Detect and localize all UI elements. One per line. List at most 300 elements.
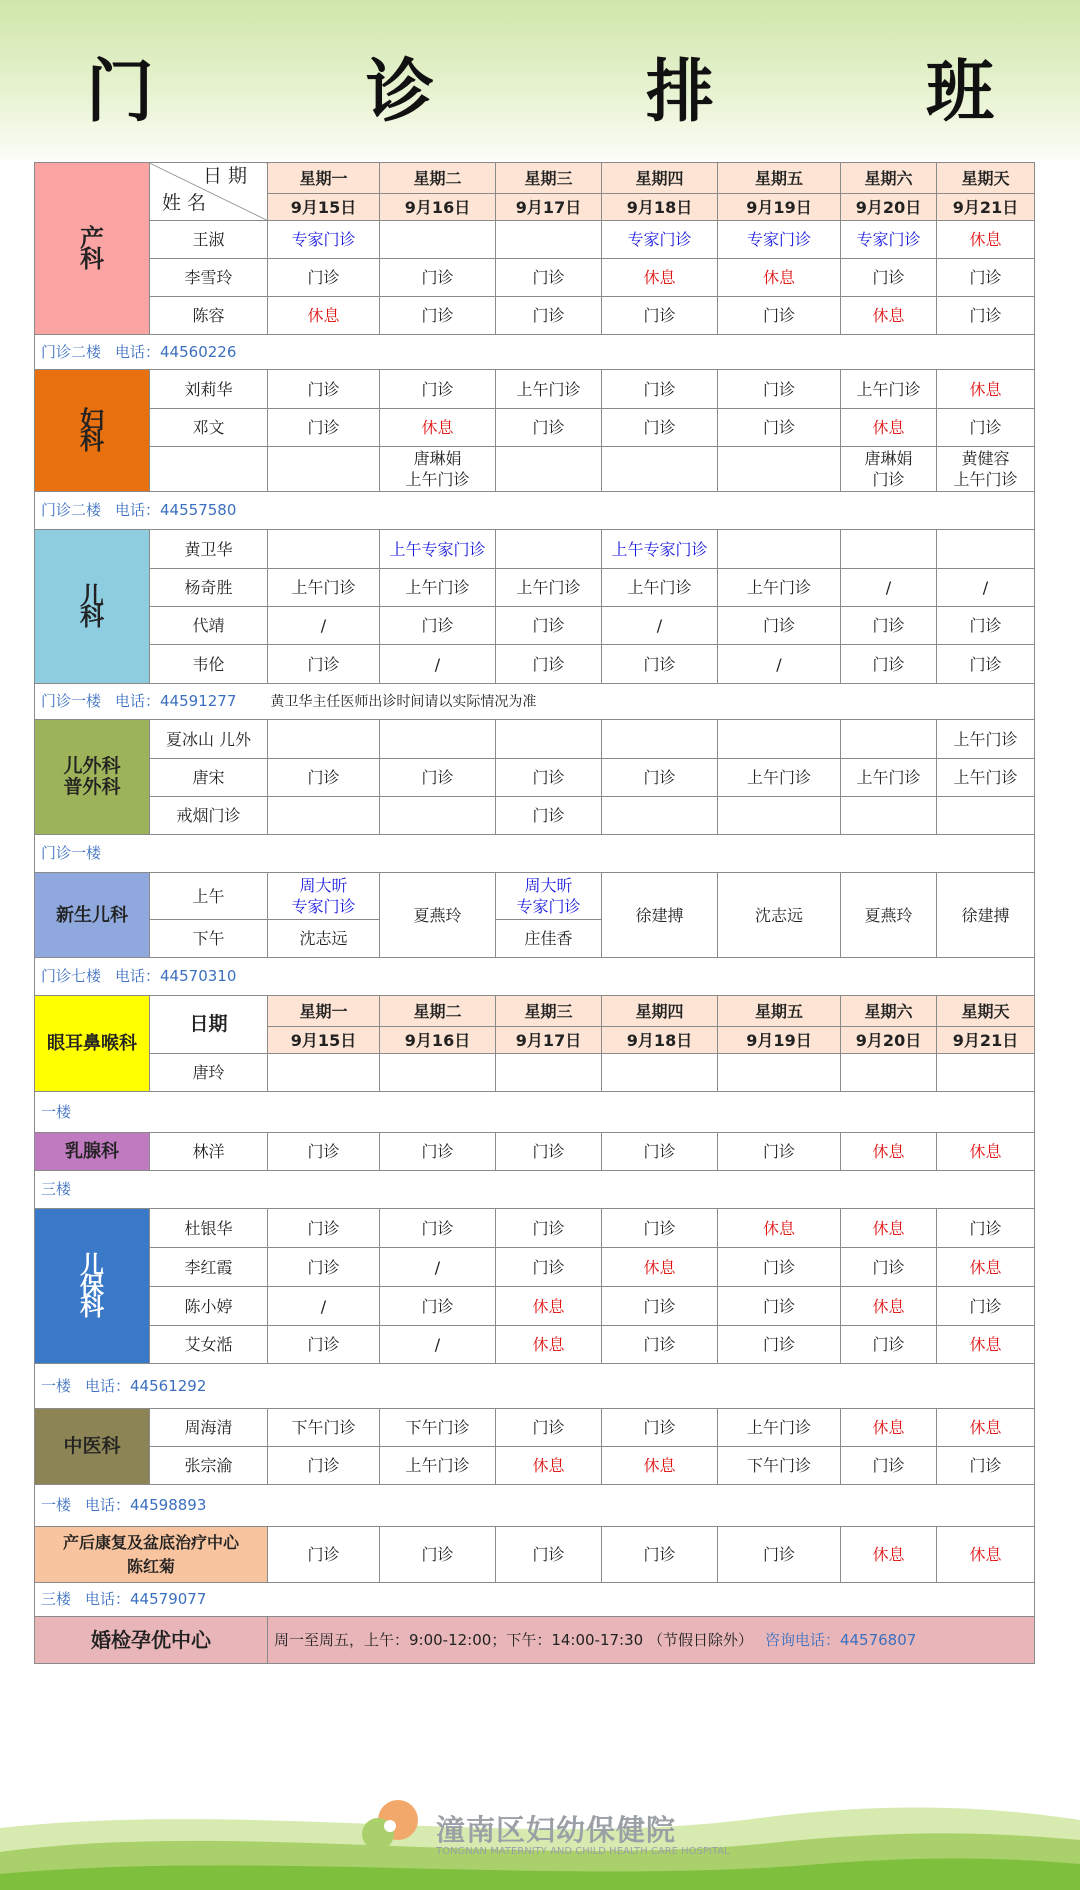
pm-label: 下午 — [150, 920, 268, 958]
schedule-cell: 庄佳香 — [496, 920, 602, 958]
schedule-cell: 上午门诊 — [937, 720, 1035, 759]
table-row — [35, 797, 1035, 835]
table-row — [35, 607, 1035, 645]
doctor-name: 林洋 — [150, 1133, 268, 1171]
department-label: 中医科 — [35, 1409, 150, 1485]
schedule-cell: 门诊 — [268, 1447, 380, 1485]
dept-info — [35, 1583, 1035, 1617]
schedule-cell: 上午门诊 — [841, 370, 937, 409]
schedule-cell: / — [937, 569, 1035, 607]
schedule-cell: 门诊 — [268, 370, 380, 409]
schedule-cell: 门诊 — [602, 409, 718, 447]
dept-info — [35, 492, 1035, 530]
schedule-cell: 沈志远 — [718, 873, 841, 958]
table-row — [35, 335, 1035, 370]
schedule-cell: 休息 — [937, 1248, 1035, 1287]
schedule-cell — [841, 797, 937, 835]
table-row — [35, 370, 1035, 409]
schedule-cell: 休息 — [496, 1287, 602, 1326]
schedule-cell: 门诊 — [937, 607, 1035, 645]
schedule-cell: 唐琳娟 上午门诊 — [380, 447, 496, 492]
schedule-cell: 上午门诊 — [380, 569, 496, 607]
schedule-cell: 上午专家门诊 — [380, 530, 496, 569]
schedule-cell — [496, 447, 602, 492]
schedule-cell: 休息 — [841, 1287, 937, 1326]
schedule-cell: / — [268, 1287, 380, 1326]
schedule-cell: 上午门诊 — [841, 759, 937, 797]
phone-text: 电话：44570310 — [115, 967, 237, 985]
doctor-name: 夏冰山 儿外 — [150, 720, 268, 759]
schedule-cell: 夏燕玲 — [380, 873, 496, 958]
schedule-cell: 休息 — [937, 221, 1035, 259]
schedule-cell: 门诊 — [496, 1248, 602, 1287]
schedule-cell: 门诊 — [937, 645, 1035, 684]
schedule-cell: 上午专家门诊 — [602, 530, 718, 569]
schedule-cell: 门诊 — [841, 645, 937, 684]
schedule-cell: 上午门诊 — [718, 1409, 841, 1447]
schedule-cell: 门诊 — [268, 759, 380, 797]
table-row — [35, 221, 1035, 259]
table-row — [35, 409, 1035, 447]
schedule-cell — [496, 530, 602, 569]
table-row — [35, 1583, 1035, 1617]
table-row — [35, 835, 1035, 873]
weekday-header: 星期六 — [841, 996, 937, 1027]
schedule-cell — [718, 530, 841, 569]
schedule-cell: 专家门诊 — [268, 221, 380, 259]
schedule-cell — [496, 720, 602, 759]
department-label: 新生儿科 — [35, 873, 150, 958]
schedule-cell: / — [380, 645, 496, 684]
schedule-cell — [718, 1054, 841, 1092]
weekday-header: 星期三 — [496, 163, 602, 194]
date-header: 9月21日 — [937, 194, 1035, 221]
dept-info — [35, 1364, 1035, 1409]
doctor-name: 周海清 — [150, 1409, 268, 1447]
table-row — [35, 1326, 1035, 1364]
table-row — [35, 1617, 1035, 1664]
date-header: 9月15日 — [268, 1027, 380, 1054]
weekday-header: 星期六 — [841, 163, 937, 194]
schedule-cell: 休息 — [841, 1133, 937, 1171]
weekday-header: 星期三 — [496, 996, 602, 1027]
weekday-header: 星期二 — [380, 996, 496, 1027]
weekday-header: 星期天 — [937, 163, 1035, 194]
schedule-cell: 沈志远 — [268, 920, 380, 958]
schedule-cell: 门诊 — [937, 1209, 1035, 1248]
department-label: 儿 保 科 — [35, 1209, 150, 1364]
schedule-cell: 门诊 — [841, 1447, 937, 1485]
doctor-name: 黄卫华 — [150, 530, 268, 569]
location-text: 一楼 — [41, 1496, 72, 1514]
table-row — [35, 1171, 1035, 1209]
dept-info — [35, 1171, 1035, 1209]
schedule-cell: 休息 — [937, 1409, 1035, 1447]
schedule-cell: 门诊 — [380, 297, 496, 335]
schedule-cell: 门诊 — [841, 1326, 937, 1364]
location-text: 三楼 — [41, 1180, 72, 1198]
schedule-cell: 上午门诊 — [496, 569, 602, 607]
schedule-cell: 门诊 — [380, 759, 496, 797]
schedule-cell: 上午门诊 — [718, 569, 841, 607]
schedule-cell: 门诊 — [496, 797, 602, 835]
schedule-cell: 门诊 — [268, 1133, 380, 1171]
schedule-cell: 门诊 — [718, 297, 841, 335]
hospital-name: 潼南区妇幼保健院 — [436, 1813, 677, 1847]
table-row — [35, 720, 1035, 759]
schedule-cell — [268, 447, 380, 492]
schedule-cell — [937, 530, 1035, 569]
table-row — [35, 569, 1035, 607]
dept-info — [35, 1485, 1035, 1527]
schedule-cell — [841, 530, 937, 569]
schedule-cell: 门诊 — [496, 297, 602, 335]
table-row — [35, 759, 1035, 797]
phone-text: 电话：44591277 — [115, 691, 237, 710]
schedule-cell: 门诊 — [602, 1209, 718, 1248]
doctor-name: 韦伦 — [150, 645, 268, 684]
phone-text: 电话：44561292 — [85, 1376, 207, 1395]
schedule-cell: 夏燕玲 — [841, 873, 937, 958]
doctor-name: 戒烟门诊 — [150, 797, 268, 835]
location-text: 一楼 — [41, 1376, 72, 1395]
department-label: 乳腺科 — [35, 1133, 150, 1171]
schedule-cell: 门诊 — [602, 759, 718, 797]
schedule-cell: 上午门诊 — [937, 759, 1035, 797]
date-header: 9月17日 — [496, 194, 602, 221]
schedule-cell: 门诊 — [718, 409, 841, 447]
location-text: 门诊七楼 — [41, 967, 102, 985]
phone-text: 电话：44579077 — [85, 1590, 207, 1608]
date-label: 日 期 — [202, 165, 247, 187]
schedule-cell: 门诊 — [937, 1287, 1035, 1326]
doctor-name: 刘莉华 — [150, 370, 268, 409]
schedule-cell: 门诊 — [718, 607, 841, 645]
schedule-cell: 休息 — [841, 297, 937, 335]
schedule-cell: 门诊 — [268, 645, 380, 684]
doctor-name: 唐玲 — [150, 1054, 268, 1092]
doctor-name: 李红霞 — [150, 1248, 268, 1287]
schedule-cell: 休息 — [841, 409, 937, 447]
table-row — [35, 645, 1035, 684]
schedule-cell: 休息 — [602, 1447, 718, 1485]
table-row — [35, 1287, 1035, 1326]
schedule-cell: 下午门诊 — [718, 1447, 841, 1485]
schedule-cell — [268, 720, 380, 759]
table-row — [35, 447, 1035, 492]
doctor-name: 艾女湉 — [150, 1326, 268, 1364]
schedule-cell: 休息 — [602, 259, 718, 297]
schedule-cell: 黄健容 上午门诊 — [937, 447, 1035, 492]
dept-info — [35, 335, 1035, 370]
date-header: 9月16日 — [380, 194, 496, 221]
schedule-cell: 周大昕 专家门诊 — [268, 873, 380, 920]
schedule-cell: 门诊 — [602, 1409, 718, 1447]
weekday-header: 星期五 — [718, 163, 841, 194]
schedule-cell — [268, 797, 380, 835]
department-label: 妇 科 — [35, 370, 150, 492]
service-hours: 周一至周五，上午：9:00-12:00；下午：14:00-17:30 （节假日除外） — [274, 1630, 753, 1649]
schedule-cell — [937, 797, 1035, 835]
schedule-cell: 门诊 — [841, 607, 937, 645]
date-header: 9月15日 — [268, 194, 380, 221]
schedule-cell: 门诊 — [268, 1209, 380, 1248]
table-row — [35, 530, 1035, 569]
schedule-cell: 门诊 — [602, 297, 718, 335]
schedule-cell: 门诊 — [602, 1133, 718, 1171]
schedule-cell: 门诊 — [268, 1248, 380, 1287]
doctor-name: 王淑 — [150, 221, 268, 259]
schedule-cell: 门诊 — [380, 1527, 496, 1583]
schedule-cell — [602, 797, 718, 835]
schedule-cell: 门诊 — [496, 1409, 602, 1447]
title-banner — [0, 0, 1080, 160]
department-label: 产 科 — [35, 163, 150, 335]
table-row — [35, 1209, 1035, 1248]
schedule-cell: 休息 — [937, 1326, 1035, 1364]
dept-info — [35, 835, 1035, 873]
schedule-cell: / — [268, 607, 380, 645]
schedule-cell: 休息 — [937, 370, 1035, 409]
schedule-cell: 休息 — [602, 1248, 718, 1287]
weekday-header: 星期一 — [268, 996, 380, 1027]
page-title: 门 诊 排 班 — [85, 53, 1066, 132]
schedule-cell: 门诊 — [268, 1326, 380, 1364]
doctor-name: 代靖 — [150, 607, 268, 645]
schedule-cell — [380, 797, 496, 835]
department-label: 产后康复及盆底治疗中心 陈红菊 — [35, 1527, 268, 1583]
date-header: 9月19日 — [718, 194, 841, 221]
schedule-cell: / — [841, 569, 937, 607]
hospital-name-en: TONGNAN MATERNITY AND CHILD HEALTH CARE HOSPITAL — [436, 1846, 730, 1857]
table-row — [35, 163, 1035, 194]
schedule-cell: 门诊 — [380, 1287, 496, 1326]
schedule-cell: 徐建搏 — [937, 873, 1035, 958]
doctor-name: 张宗渝 — [150, 1447, 268, 1485]
schedule-cell: 门诊 — [937, 1447, 1035, 1485]
schedule-cell: 门诊 — [496, 645, 602, 684]
weekday-header: 星期二 — [380, 163, 496, 194]
location-text: 门诊二楼 — [41, 501, 102, 519]
schedule-cell: 门诊 — [380, 370, 496, 409]
schedule-cell — [841, 720, 937, 759]
schedule-cell: / — [718, 645, 841, 684]
schedule-cell — [937, 1054, 1035, 1092]
table-row — [35, 996, 1035, 1027]
table-row — [35, 297, 1035, 335]
schedule-cell: 门诊 — [718, 1527, 841, 1583]
schedule-cell — [718, 797, 841, 835]
table-row — [35, 492, 1035, 530]
doctor-name: 李雪玲 — [150, 259, 268, 297]
doctor-name: 陈容 — [150, 297, 268, 335]
schedule-cell — [602, 1054, 718, 1092]
schedule-cell: 门诊 — [496, 607, 602, 645]
schedule-cell — [602, 720, 718, 759]
schedule-cell: 门诊 — [496, 759, 602, 797]
doctor-name: 唐宋 — [150, 759, 268, 797]
phone-text: 电话：44598893 — [85, 1496, 207, 1514]
schedule-cell: 徐建搏 — [602, 873, 718, 958]
schedule-cell: 门诊 — [602, 1527, 718, 1583]
schedule-cell: 门诊 — [602, 370, 718, 409]
schedule-cell — [380, 720, 496, 759]
table-row — [35, 1364, 1035, 1409]
schedule-cell: 门诊 — [380, 259, 496, 297]
department-label: 儿外科 普外科 — [35, 720, 150, 835]
schedule-cell: 上午门诊 — [380, 1447, 496, 1485]
dept-info — [35, 684, 1035, 720]
schedule-cell: 唐琳娟 门诊 — [841, 447, 937, 492]
schedule-cell — [718, 447, 841, 492]
schedule-cell: 门诊 — [496, 1133, 602, 1171]
schedule-cell: / — [380, 1248, 496, 1287]
date-header: 9月20日 — [841, 1027, 937, 1054]
table-row — [35, 873, 1035, 920]
schedule-cell: 门诊 — [268, 259, 380, 297]
schedule-cell: 门诊 — [937, 259, 1035, 297]
department-label: 眼耳鼻喉科 — [35, 996, 150, 1092]
schedule-cell: 门诊 — [937, 297, 1035, 335]
schedule-cell: 下午门诊 — [268, 1409, 380, 1447]
schedule-cell: / — [602, 607, 718, 645]
date-name-corner — [150, 163, 268, 221]
date-label: 日期 — [150, 996, 268, 1054]
schedule-cell: 门诊 — [602, 1287, 718, 1326]
date-header: 9月19日 — [718, 1027, 841, 1054]
schedule-cell: 专家门诊 — [841, 221, 937, 259]
weekday-header: 星期四 — [602, 163, 718, 194]
schedule-cell: 门诊 — [602, 1326, 718, 1364]
date-header: 9月21日 — [937, 1027, 1035, 1054]
schedule-cell: 门诊 — [841, 1248, 937, 1287]
schedule-cell: 上午门诊 — [602, 569, 718, 607]
schedule-cell: 上午门诊 — [496, 370, 602, 409]
schedule-cell: 休息 — [841, 1409, 937, 1447]
location-text: 三楼 — [41, 1590, 72, 1608]
note-text: 黄卫华主任医师出诊时间请以实际情况为准 — [270, 693, 537, 710]
weekday-header: 星期五 — [718, 996, 841, 1027]
schedule-cell: 上午门诊 — [268, 569, 380, 607]
schedule-cell: 门诊 — [841, 259, 937, 297]
schedule-cell: 门诊 — [380, 1209, 496, 1248]
schedule-cell — [496, 1054, 602, 1092]
schedule-cell — [496, 221, 602, 259]
schedule-cell — [602, 447, 718, 492]
doctor-name: 杨奇胜 — [150, 569, 268, 607]
schedule-cell: 门诊 — [496, 409, 602, 447]
schedule-cell: 门诊 — [937, 409, 1035, 447]
weekday-header: 星期四 — [602, 996, 718, 1027]
department-label: 婚检孕优中心 — [35, 1617, 268, 1664]
location-text: 一楼 — [41, 1102, 72, 1121]
schedule-cell: 门诊 — [496, 1527, 602, 1583]
doctor-name: 陈小婷 — [150, 1287, 268, 1326]
schedule-cell: 门诊 — [268, 409, 380, 447]
table-row — [35, 1527, 1035, 1583]
schedule-cell: 休息 — [841, 1527, 937, 1583]
schedule-cell: 休息 — [496, 1326, 602, 1364]
hospital-logo-icon — [350, 1796, 430, 1856]
schedule-cell: 门诊 — [718, 1133, 841, 1171]
schedule-table — [34, 162, 1035, 1664]
schedule-cell: 周大昕 专家门诊 — [496, 873, 602, 920]
table-row — [35, 1133, 1035, 1171]
schedule-cell: 门诊 — [718, 370, 841, 409]
schedule-cell: 休息 — [496, 1447, 602, 1485]
schedule-cell: 门诊 — [718, 1248, 841, 1287]
schedule-cell: 门诊 — [496, 259, 602, 297]
schedule-cell: 专家门诊 — [718, 221, 841, 259]
dept-info — [35, 1092, 1035, 1133]
schedule-cell: 休息 — [718, 259, 841, 297]
date-header: 9月18日 — [602, 1027, 718, 1054]
schedule-cell: 休息 — [380, 409, 496, 447]
weekday-header: 星期一 — [268, 163, 380, 194]
table-row — [35, 259, 1035, 297]
weekday-header: 星期天 — [937, 996, 1035, 1027]
doctor-name — [150, 447, 268, 492]
location-text: 门诊二楼 — [41, 342, 102, 361]
consult-phone: 咨询电话：44576807 — [764, 1630, 917, 1649]
table-row — [35, 958, 1035, 996]
phone-text: 电话：44560226 — [115, 342, 237, 361]
am-label: 上午 — [150, 873, 268, 920]
schedule-cell: 休息 — [268, 297, 380, 335]
table-row — [35, 684, 1035, 720]
location-text: 门诊一楼 — [41, 691, 102, 710]
name-label: 姓 名 — [162, 192, 207, 214]
date-header: 9月16日 — [380, 1027, 496, 1054]
phone-text: 电话：44557580 — [115, 501, 237, 519]
schedule-cell: 上午门诊 — [718, 759, 841, 797]
table-row — [35, 1447, 1035, 1485]
doctor-name: 邓文 — [150, 409, 268, 447]
date-header: 9月20日 — [841, 194, 937, 221]
schedule-cell: 门诊 — [380, 607, 496, 645]
schedule-cell: 门诊 — [602, 645, 718, 684]
schedule-cell: / — [380, 1326, 496, 1364]
schedule-cell: 下午门诊 — [380, 1409, 496, 1447]
schedule-cell — [268, 1054, 380, 1092]
schedule-cell: 门诊 — [718, 1326, 841, 1364]
table-row — [35, 1248, 1035, 1287]
doctor-name: 杜银华 — [150, 1209, 268, 1248]
table-row — [35, 1054, 1035, 1092]
department-label: 儿 科 — [35, 530, 150, 684]
location-text: 门诊一楼 — [41, 844, 102, 862]
service-hours-cell — [268, 1617, 1035, 1664]
schedule-cell — [841, 1054, 937, 1092]
date-header: 9月18日 — [602, 194, 718, 221]
date-header: 9月17日 — [496, 1027, 602, 1054]
dept-info — [35, 958, 1035, 996]
table-row — [35, 1409, 1035, 1447]
schedule-cell: 门诊 — [268, 1527, 380, 1583]
schedule-cell: 休息 — [937, 1133, 1035, 1171]
table-row — [35, 1092, 1035, 1133]
schedule-cell: 休息 — [841, 1209, 937, 1248]
table-row — [35, 1485, 1035, 1527]
schedule-cell — [380, 221, 496, 259]
schedule-cell: 门诊 — [496, 1209, 602, 1248]
schedule-cell: 专家门诊 — [602, 221, 718, 259]
schedule-cell: 门诊 — [718, 1287, 841, 1326]
schedule-cell — [718, 720, 841, 759]
schedule-cell — [268, 530, 380, 569]
schedule-cell: 休息 — [937, 1527, 1035, 1583]
schedule-cell: 门诊 — [380, 1133, 496, 1171]
